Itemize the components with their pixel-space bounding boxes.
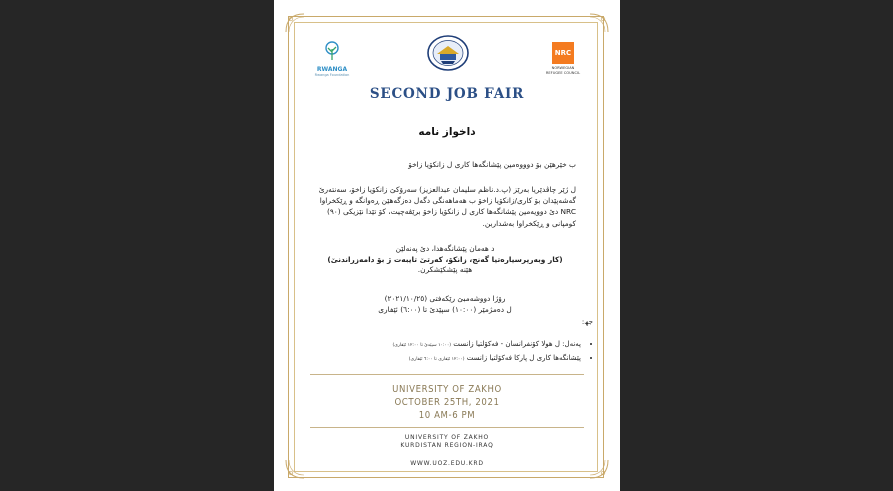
event-time: 10 AM-6 PM (418, 410, 476, 421)
panels-line3: هێنە پێشکێشکرن. (417, 265, 473, 274)
panels-line1: د هەمان پێشانگەهدا، دێ پەنەلێن (395, 244, 495, 253)
website-link[interactable]: WWW.UOZ.EDU.KRD (410, 460, 484, 467)
nrc-sub-line1: NORWEGIAN (551, 66, 575, 70)
date-time-block (314, 293, 576, 315)
panels-paragraph (314, 244, 576, 276)
page-title: SECOND JOB FAIR (369, 86, 525, 102)
date-line: رۆژا دووشەمبێ رێکەفتی (٢٠٢١/١٠/٢٥) (384, 294, 506, 303)
nrc-sub-line2: REFUGEE COUNCIL (545, 70, 581, 75)
rwanga-tree-icon (322, 40, 342, 62)
place-label: جھ: (581, 318, 593, 326)
event-details (274, 383, 620, 422)
list-item (314, 338, 581, 352)
nrc-badge: NRC (552, 42, 574, 64)
intro-paragraph: ل ژێر چاڤدێریا بەرێز (پ.د.ناظم سلیمان عبدالعزیز) سەرۆکێ زانکۆیا زاخۆ، سەنتەرێ گەشەپێدان بۆ کاری/زانکۆیا زاخۆ ب هەماهەنگی دگەل دەزگەهێن ڕەوانگە و ڕێکخراوا NRC دێ دوویەمین پێشانگەها کاری ل زانکۆیا زاخۆ برێڤەچیت، کۆ تێدا نێزیکی (٩٠) کومپانی و ڕێکخراوا بەشداربن. (318, 185, 576, 228)
time-line: ل دەمژمێر (١٠:٠٠) سپێدێ تا (٦:٠٠) ئێفاری (378, 305, 512, 314)
invitation-heading: داخواز نامه (418, 126, 476, 138)
venue2-time: (١٢:٠٠ ئێفاری تا ٦:٠٠ ئێفاری) (408, 357, 465, 362)
venue-list (314, 338, 593, 366)
divider-bottom (310, 427, 584, 428)
venue1-text: پەنەل: ل هولا کۆنفرانسان - فەکۆلتیا زانست (453, 340, 581, 348)
event-date: OCTOBER 25TH, 2021 (394, 397, 500, 408)
rwanga-logo (310, 40, 354, 78)
divider-top (310, 374, 584, 375)
university-seal-icon (426, 34, 470, 72)
venue2-text: پێشانگەها کاری ل پارکا فەکۆلتیا زانست (466, 354, 581, 362)
list-item (314, 352, 581, 366)
welcome-line: ب خێرهێن بۆ دوووەمین پێشانگەها کاری ل زانکۆیا زاخۆ (408, 160, 576, 169)
panels-bold-line: (کار وبەرپرسیارەتیا گەنج، زانکۆ، کەرتێ تایبەت ژ بۆ دامەزراندنێ) (327, 254, 563, 264)
event-venue: UNIVERSITY OF ZAKHO (392, 384, 502, 395)
invitation-page (274, 0, 620, 491)
university-seal-logo (426, 34, 470, 72)
footer-line2: KURDISTAN REGION-IRAQ (400, 442, 494, 449)
rwanga-sub: Rwanga Foundation (314, 73, 350, 77)
footer-address (274, 434, 620, 450)
ornament-corner-icon (284, 12, 306, 34)
footer-line1: UNIVERSITY OF ZAKHO (404, 434, 490, 441)
venue1-time: (١٠:٠٠ سپێدێ تا ١٢:٠٠ ئێفاری) (392, 343, 452, 348)
rwanga-name: RWANGA (316, 66, 348, 73)
nrc-logo (538, 42, 588, 75)
ornament-corner-icon (588, 12, 610, 34)
